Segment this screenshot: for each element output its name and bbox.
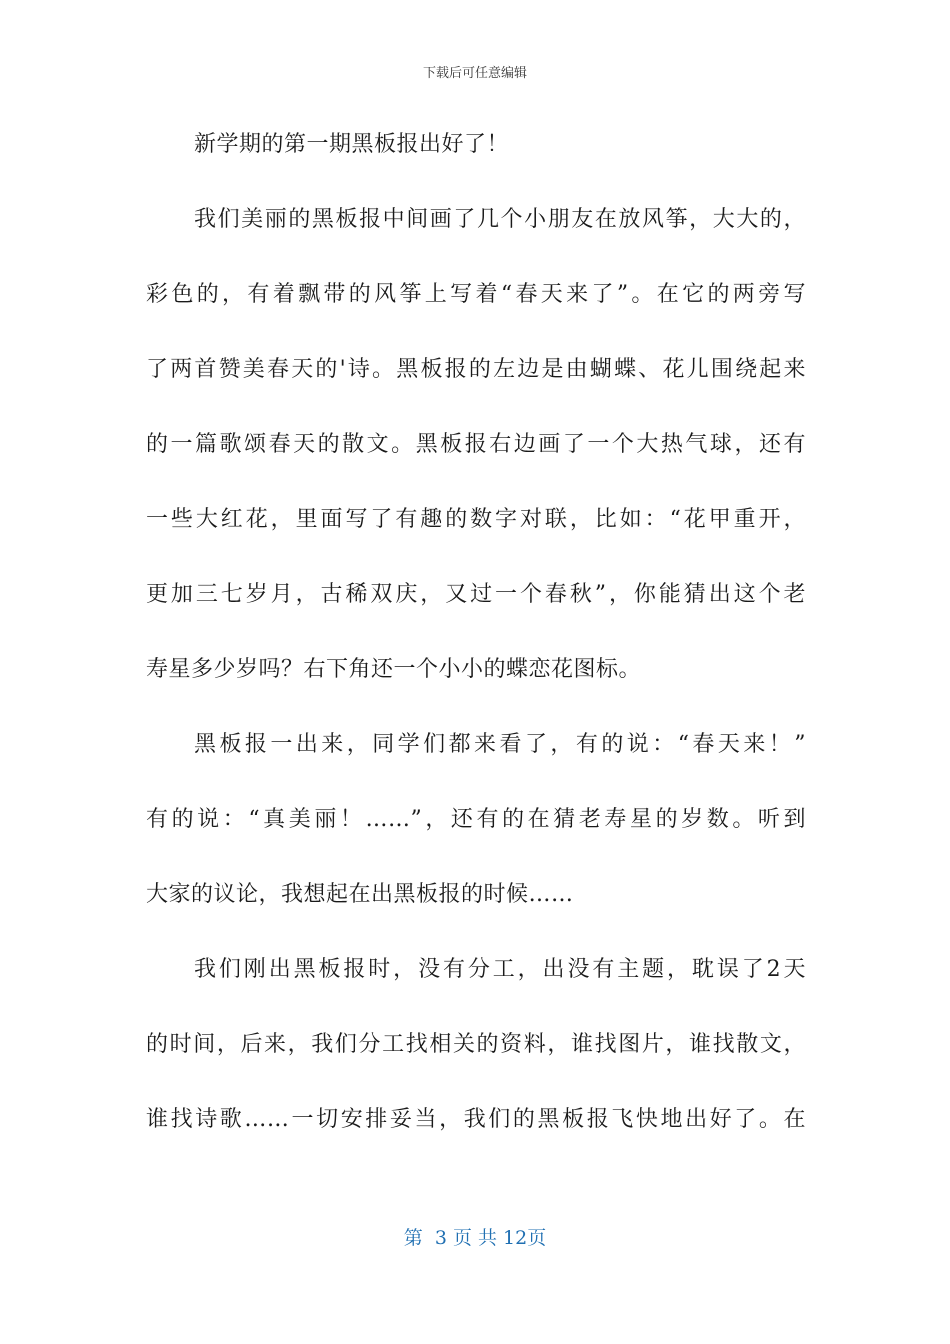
page-number-footer: 第 3 页 共 12页 bbox=[403, 1227, 547, 1249]
paragraph-line: 新学期的第一期黑板报出好了！ bbox=[194, 132, 510, 157]
paragraph-line: 彩色的，有着飘带的风筝上写着“春天来了”。在它的两旁写 bbox=[146, 282, 806, 307]
paragraph-line: 更加三七岁月，古稀双庆，又过一个春秋”，你能猜出这个老 bbox=[146, 582, 806, 607]
paragraph-line: 了两首赞美春天的'诗。黑板报的左边是由蝴蝶、花儿围绕起来 bbox=[146, 357, 806, 382]
paragraph-line: 大家的议论，我想起在出黑板报的时候…… bbox=[146, 882, 574, 907]
paragraph-line: 有的说：“真美丽！……”，还有的在猜老寿星的岁数。听到 bbox=[146, 807, 806, 832]
paragraph-line: 的时间，后来，我们分工找相关的资料，谁找图片，谁找散文， bbox=[146, 1032, 806, 1057]
paragraph-line: 我们美丽的黑板报中间画了几个小朋友在放风筝，大大的， bbox=[194, 207, 806, 232]
page-header: 下载后可任意编辑 bbox=[422, 66, 527, 81]
paragraph-line: 我们刚出黑板报时，没有分工，出没有主题，耽误了2天 bbox=[194, 957, 806, 982]
paragraph-line: 的一篇歌颂春天的散文。黑板报右边画了一个大热气球，还有 bbox=[146, 432, 806, 457]
paragraph-line: 黑板报一出来，同学们都来看了，有的说：“春天来！” bbox=[194, 732, 806, 757]
paragraph-line: 谁找诗歌……一切安排妥当，我们的黑板报飞快地出好了。在 bbox=[146, 1107, 806, 1132]
paragraph-line: 一些大红花，里面写了有趣的数字对联，比如：“花甲重开， bbox=[146, 507, 806, 532]
paragraph-line: 寿星多少岁吗？右下角还一个小小的蝶恋花图标。 bbox=[146, 657, 642, 682]
